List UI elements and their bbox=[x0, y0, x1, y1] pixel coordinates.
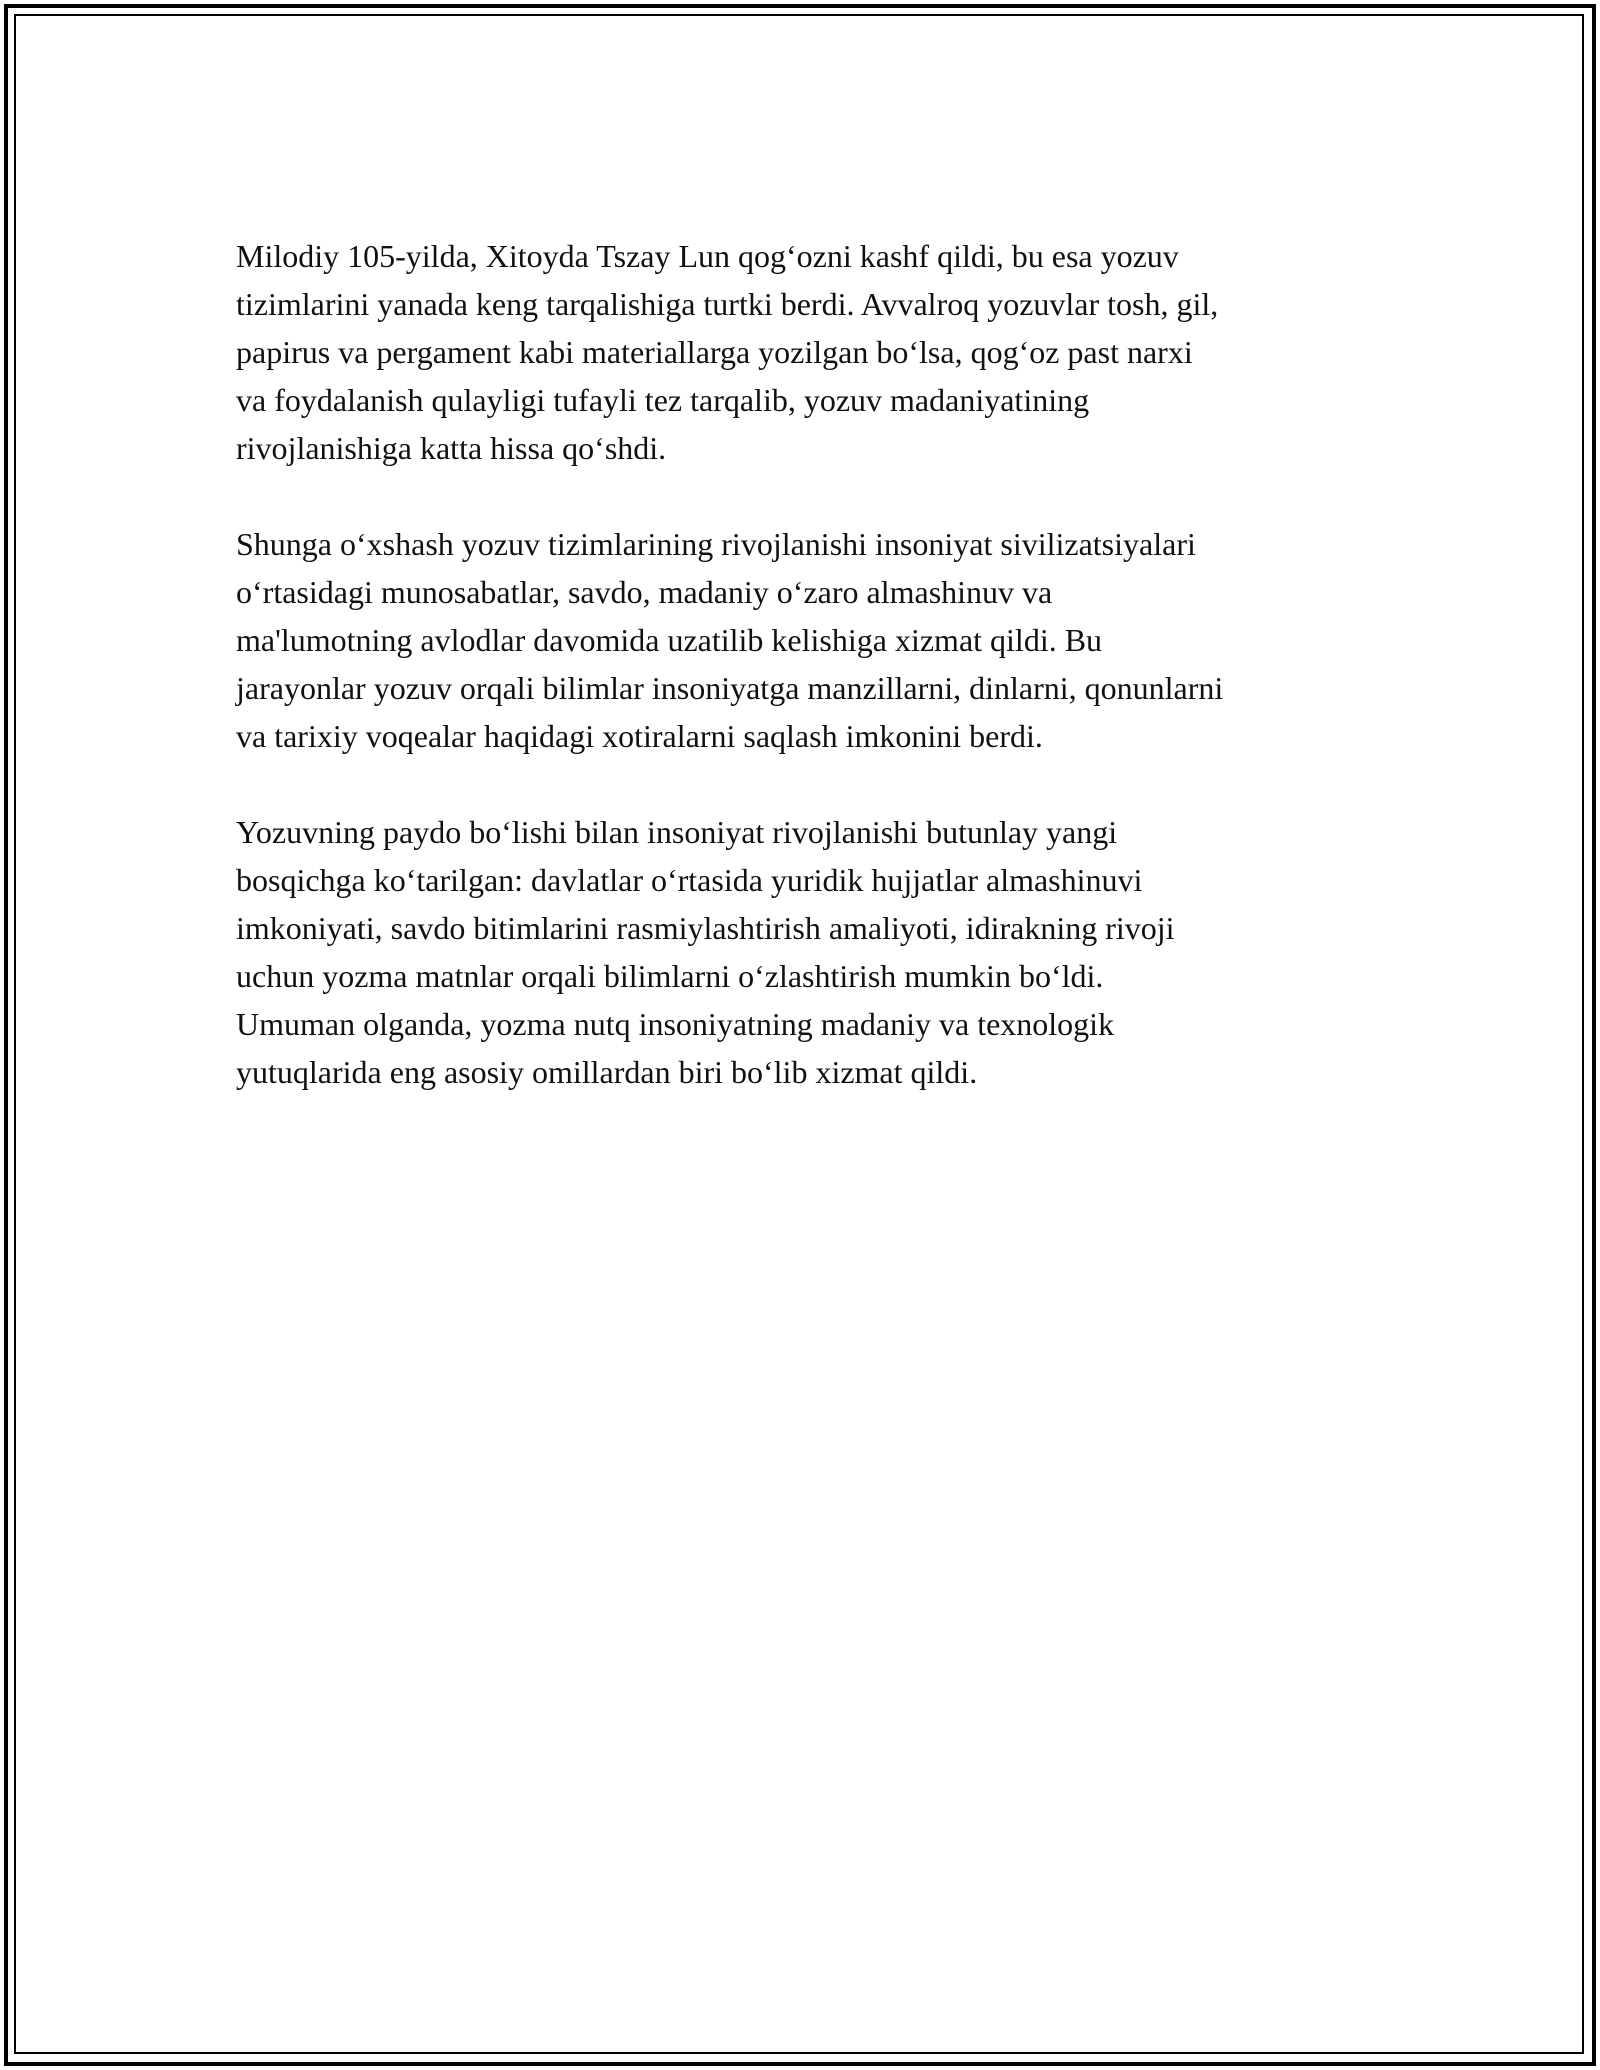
document-body bbox=[236, 232, 1396, 1144]
paragraph-1: Milodiy 105-yilda, Xitoyda Tszay Lun qog‘ozni kashf qildi, bu esa yozuv tizimlarini yanada keng tarqalishiga turtki berdi. Avvalroq yozuvlar tosh, gil, papirus va pergament kabi materiallarga yozilgan bo‘lsa, qog‘oz past narxi va foydalanish qulayligi tufayli tez tarqalib, yozuv madaniyatining rivojlanishiga katta hissa qo‘shdi. bbox=[236, 238, 1219, 466]
paragraph-2: Shunga o‘xshash yozuv tizimlarining rivojlanishi insoniyat sivilizatsiyalari o‘rtasidagi munosabatlar, savdo, madaniy o‘zaro almashinuv va ma'lumotning avlodlar davomida uzatilib kelishiga xizmat qildi. Bu jarayonlar yozuv orqali bilimlar insoniyatga manzillarni, dinlarni, qonunlarni va tarixiy voqealar haqidagi xotiralarni saqlash imkonini berdi. bbox=[236, 526, 1224, 754]
paragraph-3: Yozuvning paydo bo‘lishi bilan insoniyat rivojlanishi butunlay yangi bosqichga ko‘tarilgan: davlatlar o‘rtasida yuridik hujjatlar almashinuvi imkoniyati, savdo bitimlarini rasmiylashtirish amaliyoti, idirakning rivoji uchun yozma matnlar orqali bilimlarni o‘zlashtirish mumkin bo‘ldi. Umuman olganda, yozma nutq insoniyatning madaniy va texnologik yutuqlarida eng asosiy omillardan biri bo‘lib xizmat qildi. bbox=[236, 814, 1175, 1090]
